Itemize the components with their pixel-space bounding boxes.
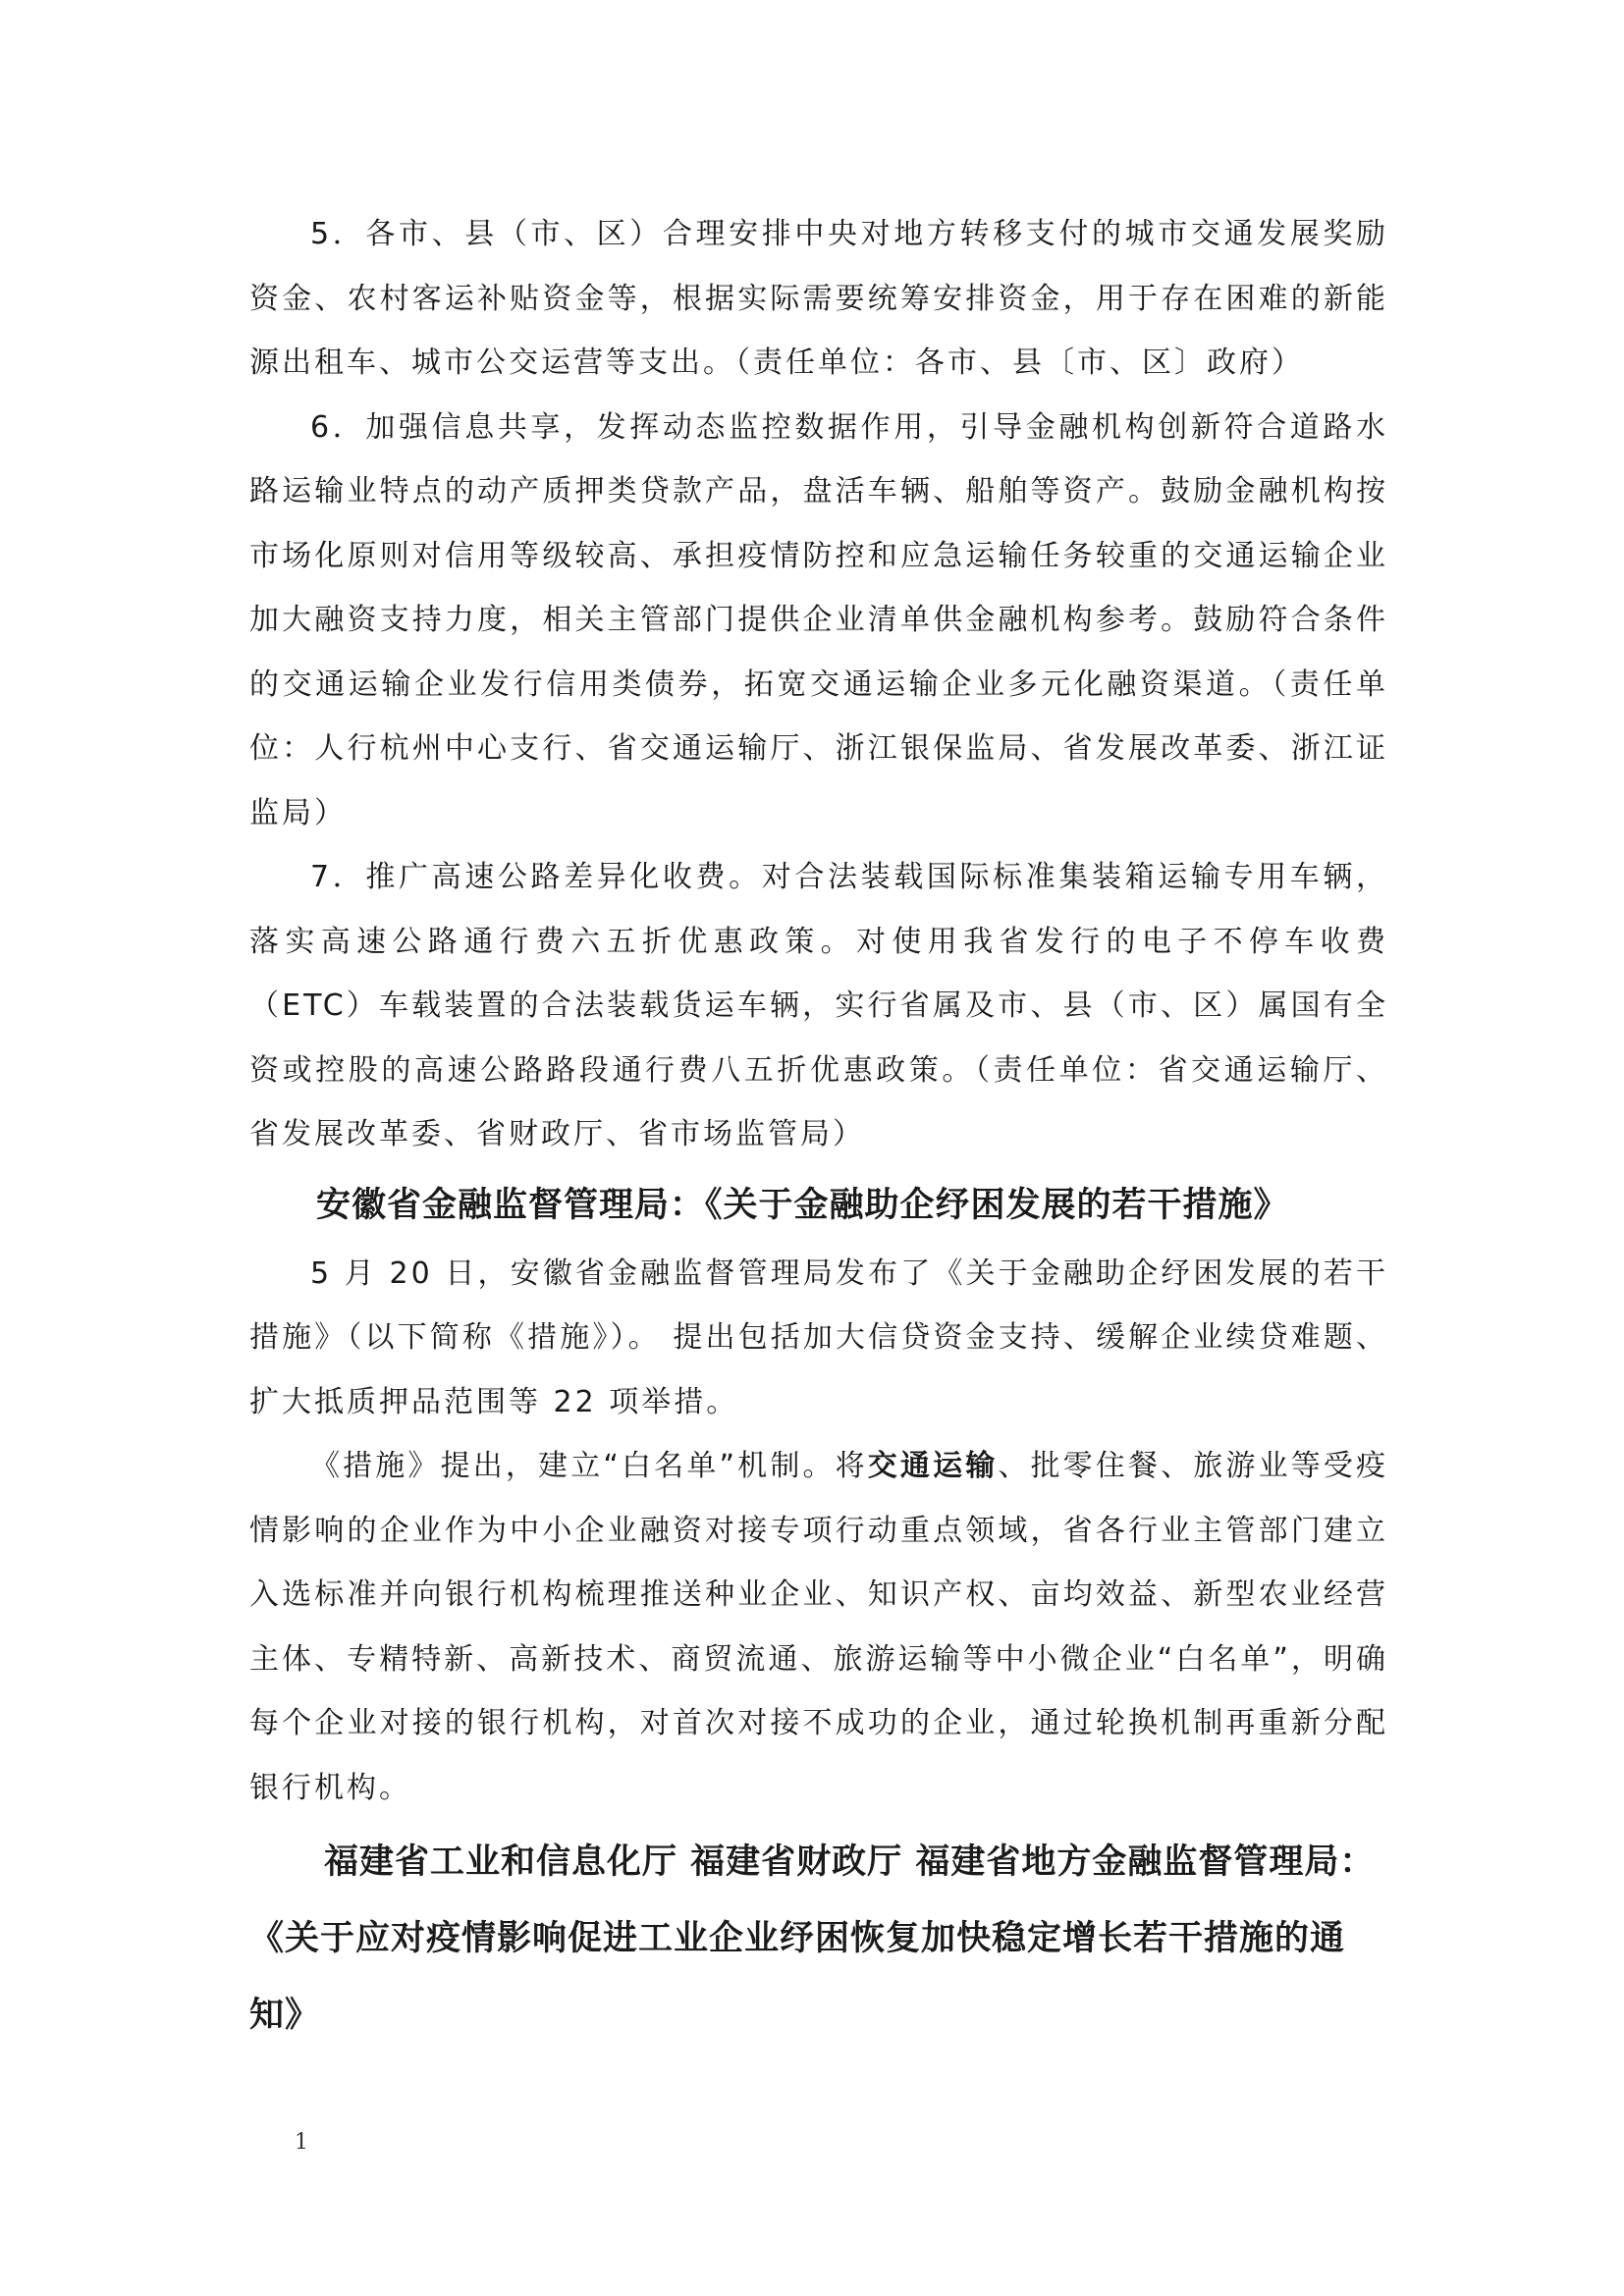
paragraph-anhui-body (249, 1434, 1388, 1820)
paragraph-item-6: 6．加强信息共享，发挥动态监控数据作用，引导金融机构创新符合道路水路运输业特点的动产质押类贷款产品，盘活车辆、船舶等资产。鼓励金融机构按市场化原则对信用等级较高、承担疫情防控和应急运输任务较重的交通运输企业加大融资支持力度，相关主管部门提供企业清单供金融机构参考。鼓励符合条件的交通运输企业发行信用类债券，拓宽交通运输企业多元化融资渠道。（责任单位：人行杭州中心支行、省交通运输厅、浙江银保监局、省发展改革委、浙江证监局） (249, 409, 1388, 830)
section-heading-fujian: 福建省工业和信息化厅 福建省财政厅 福建省地方金融监督管理局：《关于应对疫情影响促进工业企业纾困恢复加快稳定增长若干措施的通知》 (249, 1842, 1376, 2035)
anhui-body-emphasis: 交通运输 (867, 1449, 999, 1483)
anhui-body-rest: 、批零住餐、旅游业等受疫情影响的企业作为中小企业融资对接专项行动重点领域，省各行业主管部门建立入选标准并向银行机构梳理推送种业企业、知识产权、亩均效益、新型农业经营主体、专精特新、高新技术、商贸流通、旅游运输等中小微企业“白名单”，明确每个企业对接的银行机构，对首次对接不成功的企业，通过轮换机制再重新分配银行机构。 (249, 1449, 1389, 1805)
paragraph-anhui-intro: 5 月 20 日，安徽省金融监督管理局发布了《关于金融助企纾困发展的若干措施》（以下简称《措施》）。 提出包括加大信贷资金支持、缓解企业续贷难题、扩大抵质押品范围等 22 项举措。 (249, 1255, 1388, 1419)
document-body (249, 202, 1388, 2054)
page-number: 1 (295, 2130, 308, 2155)
anhui-body-start: 《措施》提出，建立“白名单”机制。将 (310, 1449, 868, 1483)
paragraph-item-5: 5．各市、县（市、区）合理安排中央对地方转移支付的城市交通发展奖励资金、农村客运补贴资金等，根据实际需要统筹安排资金，用于存在困难的新能源出租车、城市公交运营等支出。（责任单位：各市、县〔市、区〕政府） (249, 217, 1388, 380)
paragraph-item-7: 7．推广高速公路差异化收费。对合法装载国际标准集装箱运输专用车辆，落实高速公路通行费六五折优惠政策。对使用我省发行的电子不停车收费（ETC）车载装置的合法装载货运车辆，实行省属及市、县（市、区）属国有全资或控股的高速公路路段通行费八五折优惠政策。（责任单位：省交通运输厅、省发展改革委、省财政厅、省市场监管局） (249, 860, 1388, 1151)
section-heading-anhui: 安徽省金融监督管理局：《关于金融助企纾困发展的若干措施》 (316, 1185, 1289, 1225)
